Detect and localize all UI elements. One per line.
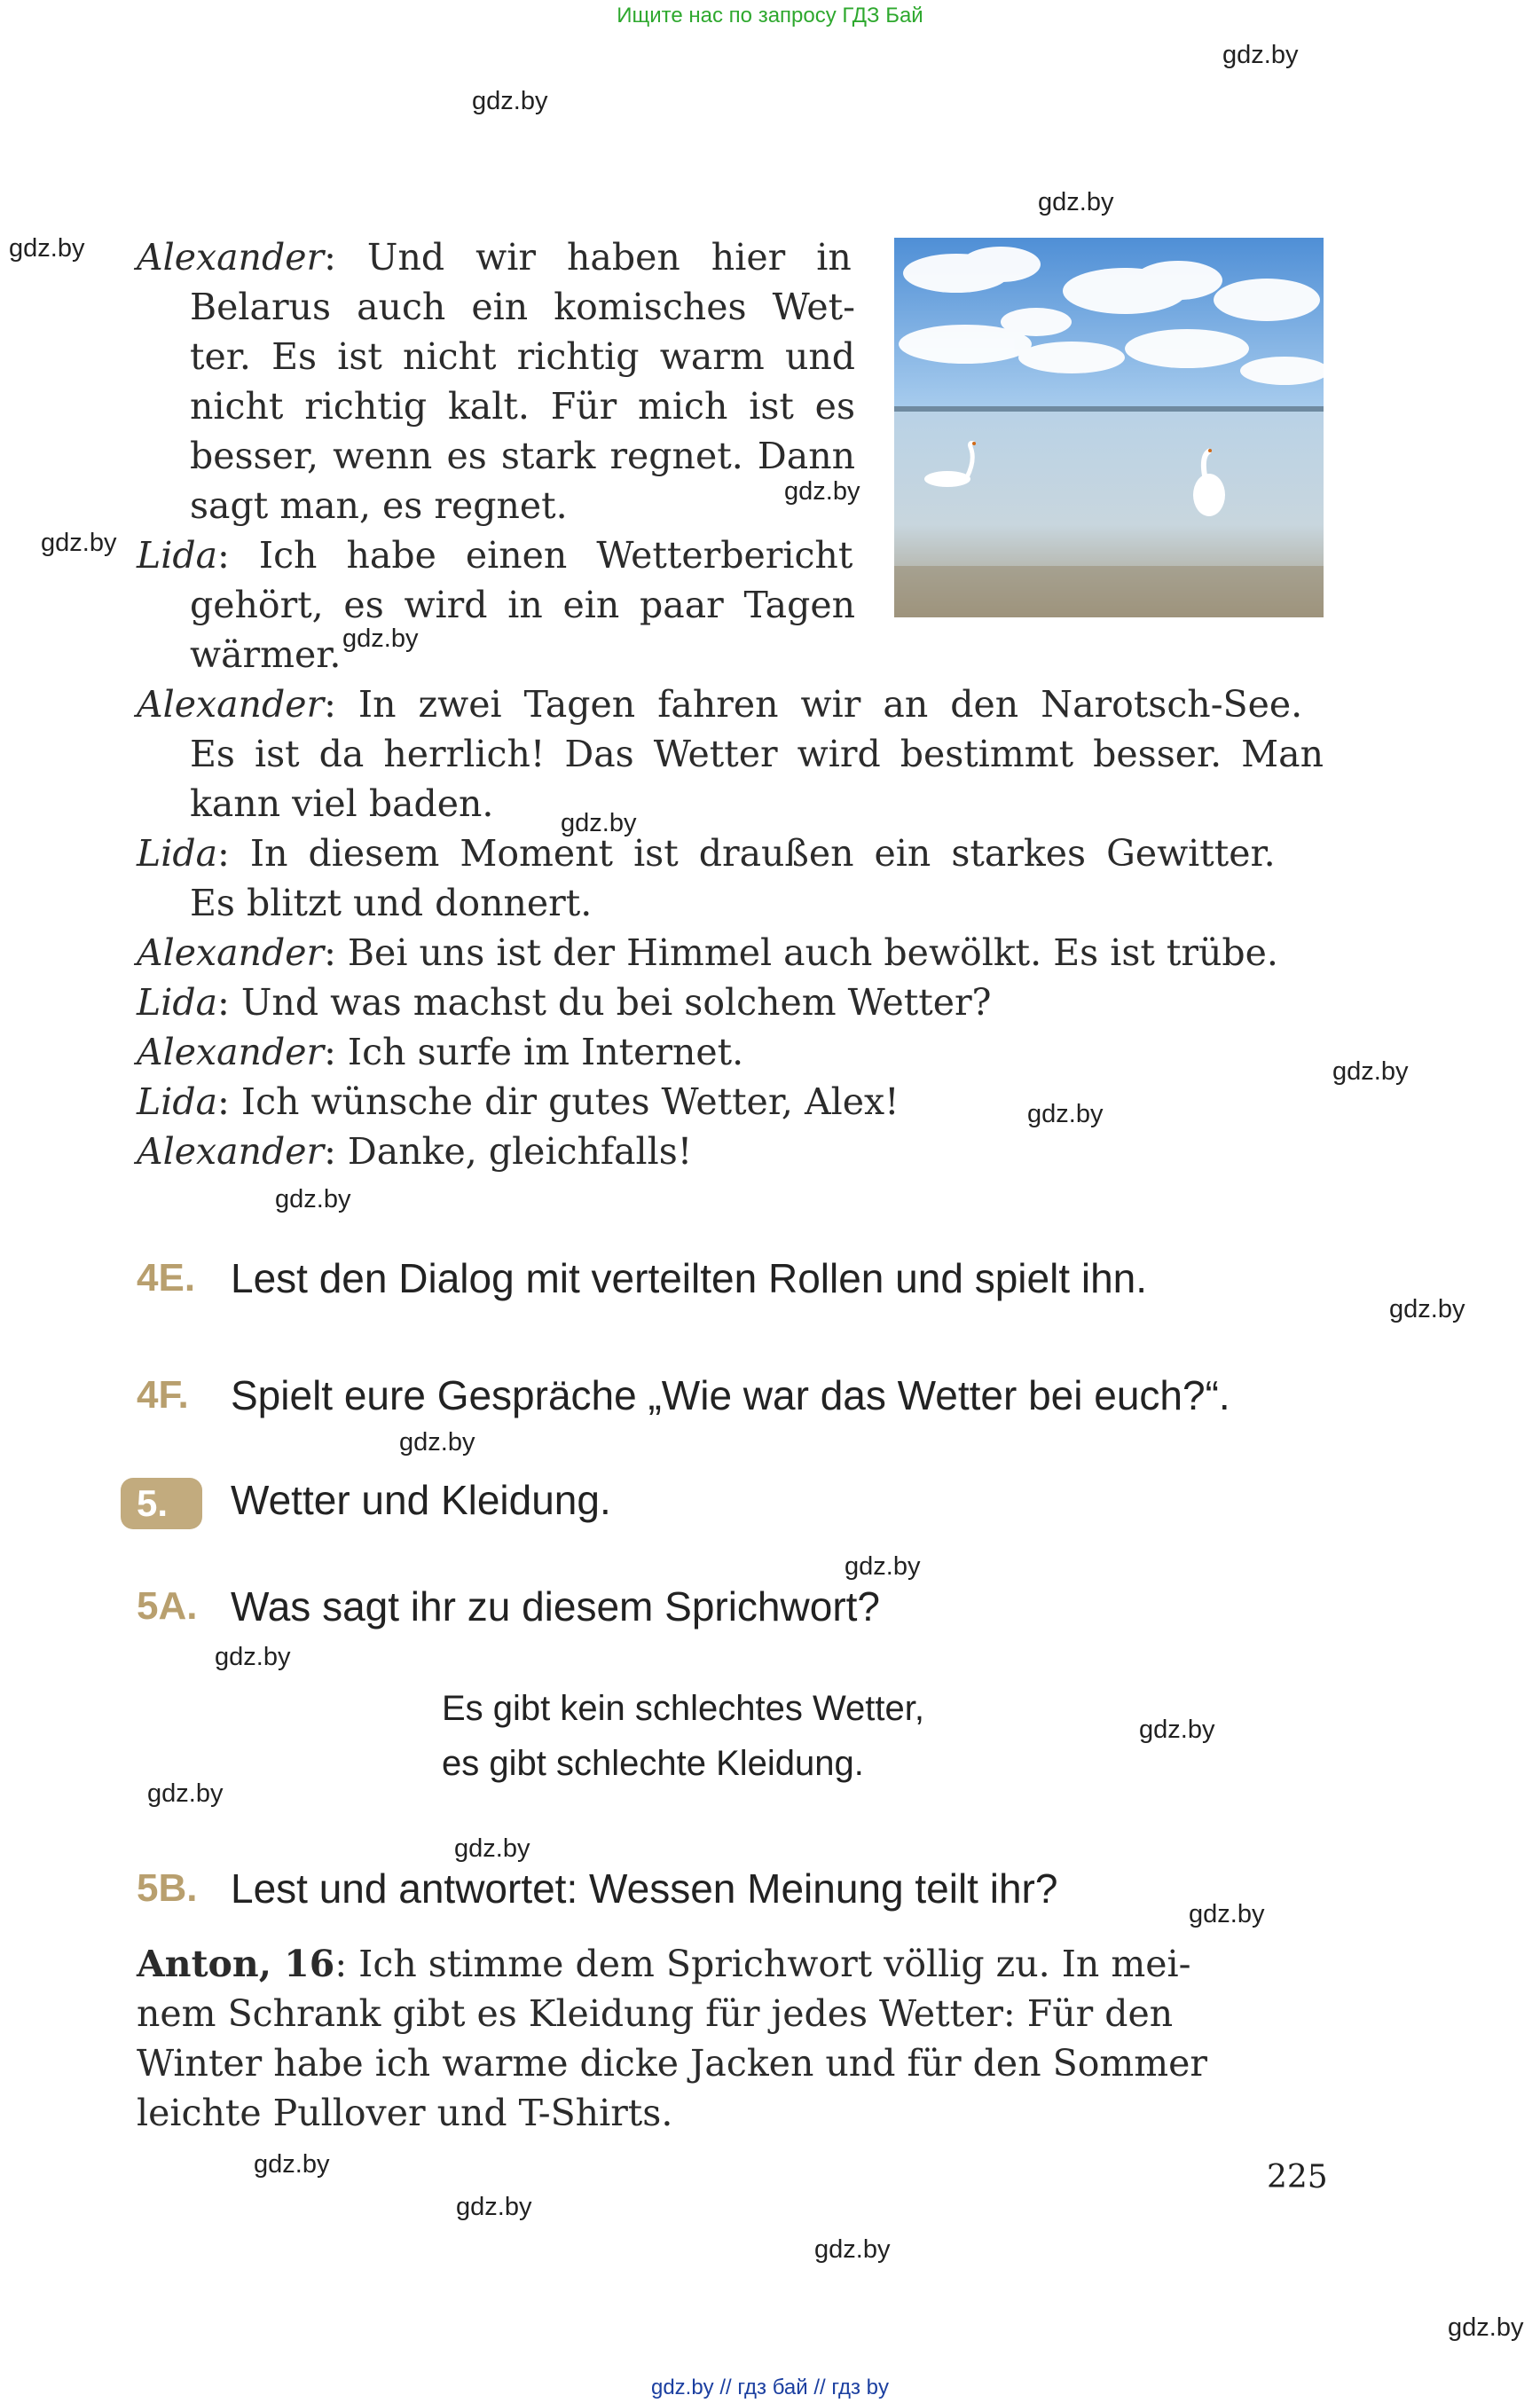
bottom-banner[interactable]: gdz.by // гдз бай // гдз by <box>650 2376 890 2399</box>
dialog-line: ter. Es ist nicht richtig warm und <box>190 335 855 378</box>
task-number-4f: 4F. <box>137 1373 189 1417</box>
dialog-line: wärmer. <box>190 633 342 676</box>
dialog-line <box>137 1077 900 1127</box>
dialog-line: besser, wenn es stark regnet. Dann <box>190 435 855 477</box>
speaker-lida: Lida <box>137 1080 218 1123</box>
task-5b-instruction: Lest und antwortet: Wessen Meinung teilt ihr? <box>231 1865 1058 1912</box>
watermark: gdz.by <box>1038 188 1114 216</box>
speaker-alexander: Alexander <box>137 1130 325 1173</box>
watermark: gdz.by <box>1027 1100 1104 1128</box>
task-number-5a: 5A. <box>137 1584 198 1628</box>
task-number-4e: 4E. <box>137 1256 196 1300</box>
dialog-line: kann viel baden. <box>190 782 494 825</box>
anton-text: : Ich stimme dem Sprichwort völlig zu. In mei- <box>334 1943 1191 1985</box>
speaker-alexander: Alexander <box>137 683 325 726</box>
watermark: gdz.by <box>1389 1295 1465 1323</box>
dialog-line <box>137 530 852 580</box>
dialog-text: : Danke, gleichfalls! <box>324 1130 693 1173</box>
dialog-line <box>137 1127 692 1176</box>
speaker-lida: Lida <box>137 832 218 875</box>
dialog-line: Es ist da herrlich! Das Wetter wird bestimmt besser. Man <box>190 733 1324 775</box>
task-5a-instruction: Was sagt ihr zu diesem Sprichwort? <box>231 1583 881 1629</box>
watermark: gdz.by <box>561 809 637 837</box>
dialog-line: Belarus auch ein komisches Wet- <box>190 286 855 328</box>
dialog-line: Es blitzt und donnert. <box>190 882 593 924</box>
task-4e-instruction: Lest den Dialog mit verteilten Rollen und spielt ihn. <box>231 1255 1148 1301</box>
dialog-text: : In zwei Tagen fahren wir an den Narotsch-See. <box>324 683 1303 726</box>
speaker-alexander: Alexander <box>137 931 325 974</box>
dialog-text: : Und wir haben hier in <box>324 236 852 279</box>
top-banner[interactable]: Ищите нас по запросу ГДЗ Бай <box>617 4 923 27</box>
speaker-lida: Lida <box>137 534 218 577</box>
dialog-line: gehört, es wird in ein paar Tagen <box>190 584 855 626</box>
dialog-line: nicht richtig kalt. Für mich ist es <box>190 385 855 428</box>
dialog-line <box>137 928 1278 978</box>
speaker-alexander: Alexander <box>137 236 325 279</box>
watermark: gdz.by <box>342 624 419 653</box>
task-5-title: Wetter und Kleidung. <box>231 1477 611 1523</box>
watermark: gdz.by <box>456 2193 532 2221</box>
dialog-text: : In diesem Moment ist draußen ein starkes Gewitter. <box>217 832 1276 875</box>
watermark: gdz.by <box>275 1185 351 1213</box>
anton-line <box>137 1939 1190 1989</box>
watermark: gdz.by <box>41 529 117 557</box>
dialog-text: : Ich wünsche dir gutes Wetter, Alex! <box>217 1080 900 1123</box>
watermark: gdz.by <box>1139 1716 1215 1744</box>
watermark: gdz.by <box>1332 1057 1409 1086</box>
speaker-alexander: Alexander <box>137 1031 325 1073</box>
page-number: 225 <box>1267 2159 1328 2195</box>
dialog-line <box>137 1027 743 1077</box>
watermark: gdz.by <box>845 1552 921 1581</box>
watermark: gdz.by <box>1189 1900 1265 1928</box>
watermark: gdz.by <box>1448 2313 1524 2342</box>
task-4f-instruction: Spielt eure Gespräche „Wie war das Wetter bei euch?“. <box>231 1372 1230 1418</box>
swans-lake-photo <box>894 238 1324 617</box>
watermark: gdz.by <box>9 234 85 263</box>
watermark: gdz.by <box>1222 41 1299 69</box>
watermark: gdz.by <box>147 1779 224 1808</box>
proverb-line: Es gibt kein schlechtes Wetter, <box>442 1689 924 1728</box>
dialog-line <box>137 232 852 282</box>
dialog-text: : Ich habe einen Wetterbericht <box>217 534 853 577</box>
watermark: gdz.by <box>399 1428 475 1457</box>
dialog-text: : Bei uns ist der Himmel auch bewölkt. Es ist trübe. <box>324 931 1278 974</box>
dialog-line <box>137 679 1302 729</box>
anton-line: Winter habe ich warme dicke Jacken und für den Sommer <box>137 2042 1208 2085</box>
dialog-line: sagt man, es regnet. <box>190 484 568 527</box>
watermark: gdz.by <box>215 1643 291 1671</box>
watermark: gdz.by <box>784 477 860 506</box>
speaker-lida: Lida <box>137 981 218 1024</box>
task-number-5-badge: 5. <box>121 1478 202 1529</box>
dialog-text: : Und was machst du bei solchem Wetter? <box>217 981 992 1024</box>
dialog-text: : Ich surfe im Internet. <box>324 1031 744 1073</box>
dialog-line <box>137 978 992 1027</box>
anton-line: nem Schrank gibt es Kleidung für jedes Wetter: Für den <box>137 1992 1174 2035</box>
dialog-line <box>137 828 1276 878</box>
watermark: gdz.by <box>254 2150 330 2179</box>
speaker-anton: Anton, 16 <box>137 1943 335 1985</box>
watermark: gdz.by <box>814 2235 891 2264</box>
watermark: gdz.by <box>454 1834 530 1863</box>
watermark: gdz.by <box>472 87 548 115</box>
anton-line: leichte Pullover und T-Shirts. <box>137 2092 673 2134</box>
task-number-5b: 5B. <box>137 1866 198 1910</box>
proverb-line: es gibt schlechte Kleidung. <box>442 1744 864 1783</box>
